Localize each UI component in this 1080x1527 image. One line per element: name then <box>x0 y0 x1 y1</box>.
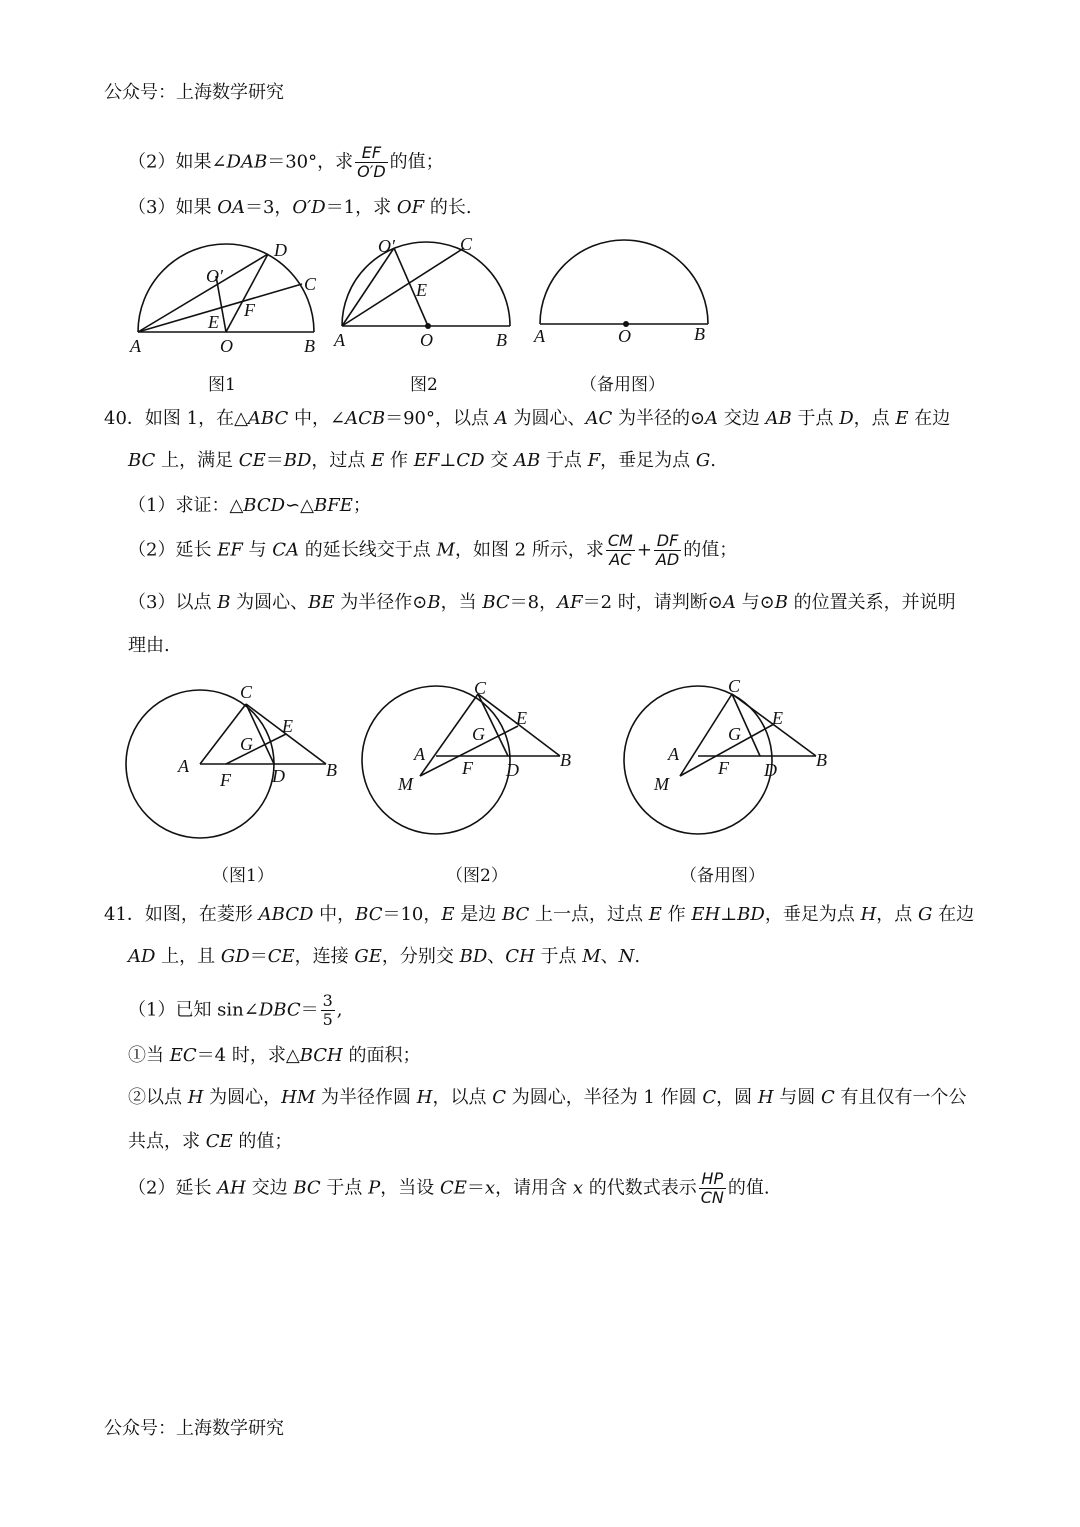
fraction <box>654 532 681 569</box>
numerator: 3 <box>322 991 333 1010</box>
text: 有且仅有一个公 <box>834 1087 967 1108</box>
text: 、 <box>487 946 506 967</box>
q40-fig3-caption: （备用图） <box>680 866 765 886</box>
text: 的代数式表示 <box>582 1177 697 1199</box>
q39-part3 <box>128 196 472 220</box>
label-o-prime: O′ <box>206 266 223 286</box>
label-b: B <box>560 750 571 770</box>
q40-fig1 <box>126 690 326 838</box>
text: x <box>484 1177 496 1199</box>
text: BE <box>308 592 335 613</box>
q39-fig3-caption: （备用图） <box>580 375 665 395</box>
text: 的值. <box>727 1177 770 1199</box>
text: B <box>427 592 441 613</box>
text: （1）求证：△ <box>128 495 244 516</box>
text: C <box>492 1087 506 1108</box>
q41-line1 <box>104 903 974 927</box>
q40-fig2 <box>362 686 560 834</box>
line-ao <box>342 248 394 326</box>
q41-part1 <box>128 992 343 1029</box>
text: 为半径作⊙ <box>334 592 428 613</box>
text: O′D <box>292 197 326 218</box>
label-f: F <box>220 770 231 790</box>
text: 交边 <box>245 1177 294 1199</box>
text: 交 <box>484 450 514 471</box>
text: . <box>634 946 641 967</box>
text: 于点 <box>791 408 840 429</box>
numerator: EF <box>355 144 388 163</box>
q39-figures <box>120 232 740 362</box>
text: AB <box>765 408 792 429</box>
text: EH <box>691 904 721 925</box>
label-e: E <box>208 312 219 332</box>
q39-fig2-caption: 图2 <box>410 375 438 395</box>
label-a: A <box>668 744 679 764</box>
text: , <box>336 999 343 1021</box>
line-ad <box>138 254 268 332</box>
label-e: E <box>282 716 293 736</box>
text: AB <box>513 450 541 471</box>
text: ACB <box>345 408 386 429</box>
text: ，请用含 <box>495 1177 573 1199</box>
text: + <box>636 539 652 561</box>
text: 的值； <box>232 1131 293 1152</box>
text: ＝3， <box>244 197 293 218</box>
text: A <box>494 408 508 429</box>
label-a: A <box>178 756 189 776</box>
text: 与圆 <box>773 1087 821 1108</box>
text: ＝30°，求 <box>267 151 354 173</box>
text: 作 <box>384 450 414 471</box>
text: ，圆 <box>716 1087 758 1108</box>
label-b: B <box>304 336 315 356</box>
text: 的位置关系，并说明 <box>787 592 956 613</box>
text: BFE <box>314 495 353 516</box>
q40-line2 <box>128 449 716 473</box>
text: BD <box>459 946 488 967</box>
denominator: AD <box>655 550 680 569</box>
label-e: E <box>516 708 527 728</box>
text: （2）延长 <box>128 539 218 561</box>
text: CD <box>456 450 485 471</box>
text: F <box>587 450 601 471</box>
text: 上一点，过点 <box>529 904 649 925</box>
label-g: G <box>472 724 485 744</box>
q39-part2 <box>128 144 444 181</box>
label-d: D <box>764 760 777 780</box>
label-f: F <box>244 300 255 320</box>
label-c: C <box>460 234 473 254</box>
text: ，垂足为点 <box>764 904 861 925</box>
text: H <box>416 1087 433 1108</box>
label-c: C <box>240 682 253 702</box>
text: AD <box>128 946 156 967</box>
text: BC <box>128 450 156 471</box>
text: ＝ <box>265 450 284 471</box>
q40-line1 <box>104 407 950 431</box>
text: 41．如图，在菱形 <box>104 904 259 925</box>
text: ＝4 时，求△ <box>196 1045 300 1066</box>
text: 与 <box>242 539 273 561</box>
text: （1）已知 sin∠ <box>128 999 259 1021</box>
text: 上，且 <box>155 946 221 967</box>
text: G <box>695 450 711 471</box>
text: ，分别交 <box>381 946 460 967</box>
text: A <box>722 592 736 613</box>
text: 于点 <box>534 946 583 967</box>
q40-fig2-caption: （图2） <box>446 866 508 886</box>
text: AC <box>585 408 613 429</box>
text: GD <box>220 946 250 967</box>
line-ac <box>342 248 464 326</box>
text: ＝1，求 <box>325 197 397 218</box>
text: ⊥ <box>439 450 457 471</box>
semicircle <box>540 240 708 324</box>
label-a: A <box>130 336 141 356</box>
text: ，当 <box>440 592 483 613</box>
text: 为圆心、 <box>507 408 586 429</box>
text: BC <box>293 1177 321 1199</box>
text: 与⊙ <box>735 592 775 613</box>
text: E <box>895 408 909 429</box>
circle-a <box>362 686 510 834</box>
label-a: A <box>534 326 545 346</box>
label-a: A <box>334 330 345 350</box>
text: ∽△ <box>285 495 314 516</box>
text: ABCD <box>258 904 314 925</box>
text: EC <box>169 1045 197 1066</box>
q40-part2 <box>128 532 737 569</box>
text: E <box>648 904 662 925</box>
text: ，过点 <box>311 450 372 471</box>
text: 为圆心， <box>203 1087 282 1108</box>
label-o: O <box>618 326 631 346</box>
label-m: M <box>398 774 413 794</box>
text: . <box>710 450 717 471</box>
q41-sub1 <box>128 1044 420 1068</box>
text: ＝ <box>466 1177 485 1199</box>
text: CA <box>272 539 300 561</box>
label-m: M <box>654 774 669 794</box>
text: ； <box>352 495 371 516</box>
q41-sub2 <box>128 1086 967 1110</box>
center-dot <box>425 323 431 329</box>
label-c: C <box>728 676 741 696</box>
label-g: G <box>728 724 741 744</box>
circle-a <box>624 686 772 834</box>
text: 、 <box>600 946 619 967</box>
text: OF <box>396 197 425 218</box>
text: 的面积； <box>342 1045 421 1066</box>
fraction <box>606 532 635 569</box>
text: ＝10， <box>382 904 442 925</box>
text: ＝8， <box>509 592 558 613</box>
text: E <box>441 904 455 925</box>
text: CE <box>238 450 266 471</box>
q40-figures <box>120 676 850 846</box>
label-b: B <box>496 330 507 350</box>
text: H <box>187 1087 204 1108</box>
text: ，连接 <box>294 946 355 967</box>
text: ，以点 <box>432 1087 493 1108</box>
text: 的延长线交于点 <box>299 539 437 561</box>
text: H <box>757 1087 774 1108</box>
text: EF <box>413 450 440 471</box>
fraction <box>321 992 335 1029</box>
text: ＝2 时，请判断⊙ <box>582 592 723 613</box>
text: 的长. <box>424 197 472 218</box>
label-b: B <box>816 750 827 770</box>
text: 在边 <box>908 408 951 429</box>
text: DBC <box>258 999 301 1021</box>
text: C <box>702 1087 717 1108</box>
text: 在边 <box>932 904 975 925</box>
text: M <box>582 946 601 967</box>
text: ABC <box>247 408 289 429</box>
label-g: G <box>240 734 253 754</box>
text: ①当 <box>128 1045 170 1066</box>
text: A <box>705 408 719 429</box>
denominator: AC <box>609 550 632 569</box>
text: BD <box>283 450 312 471</box>
text: P <box>368 1177 381 1199</box>
text: BC <box>355 904 383 925</box>
text: 于点 <box>320 1177 369 1199</box>
text: G <box>918 904 933 925</box>
label-b: B <box>326 760 337 780</box>
text: BCD <box>243 495 286 516</box>
text: B <box>217 592 231 613</box>
label-a: A <box>414 744 425 764</box>
line-ac <box>138 284 302 332</box>
text: ②以点 <box>128 1087 188 1108</box>
text: H <box>860 904 877 925</box>
text: （3）如果 <box>128 197 218 218</box>
text: ⊥ <box>720 904 738 925</box>
denominator: CN <box>700 1188 724 1207</box>
text: 为半径作圆 <box>315 1087 417 1108</box>
text: GE <box>354 946 382 967</box>
text: CE <box>205 1131 233 1152</box>
text: 共点，求 <box>128 1131 206 1152</box>
q40-part1 <box>128 494 371 518</box>
numerator: HP <box>699 1170 726 1189</box>
text: OA <box>217 197 245 218</box>
text: 于点 <box>540 450 588 471</box>
label-o: O <box>220 336 233 356</box>
text: BC <box>501 904 530 925</box>
label-d: D <box>272 766 285 786</box>
text: AH <box>217 1177 246 1199</box>
label-e: E <box>772 708 783 728</box>
text: B <box>774 592 788 613</box>
text: ，垂足为点 <box>600 450 696 471</box>
q39-fig1 <box>138 244 314 332</box>
q40-part3-line2: 理由. <box>128 635 170 656</box>
text: ，当设 <box>380 1177 440 1199</box>
text: 为圆心，半径为 1 作圆 <box>505 1087 703 1108</box>
text: 上，满足 <box>155 450 239 471</box>
fraction <box>355 144 388 181</box>
text: BCH <box>299 1045 343 1066</box>
line-ef <box>226 734 286 764</box>
denominator: 5 <box>322 1010 333 1029</box>
label-b: B <box>694 324 705 344</box>
text: （2）如果∠ <box>128 151 227 173</box>
numerator: CM <box>607 531 633 550</box>
text: （2）延长 <box>128 1177 218 1199</box>
text: ＝ <box>300 999 319 1021</box>
text: M <box>436 539 455 561</box>
text: 40．如图 1，在△ <box>104 408 248 429</box>
label-d: D <box>506 760 519 780</box>
denominator: O′D <box>357 162 386 181</box>
label-f: F <box>718 758 729 778</box>
footer-source: 公众号：上海数学研究 <box>104 1418 284 1439</box>
label-f: F <box>462 758 473 778</box>
text: 的值； <box>389 151 444 173</box>
text: BC <box>482 592 510 613</box>
text: HM <box>281 1087 316 1108</box>
text: D <box>839 408 854 429</box>
text: CE <box>440 1177 467 1199</box>
text: E <box>371 450 385 471</box>
label-e: E <box>416 280 427 300</box>
text: 是边 <box>454 904 502 925</box>
label-c: C <box>304 274 317 294</box>
numerator: DF <box>654 532 681 551</box>
label-d: D <box>274 240 287 260</box>
text: C <box>821 1087 835 1108</box>
label-o: O <box>420 330 433 350</box>
q41-line2 <box>128 945 640 969</box>
q40-fig1-caption: （图1） <box>212 866 274 886</box>
text: CE <box>267 946 295 967</box>
fraction <box>699 1170 726 1207</box>
label-c: C <box>474 678 487 698</box>
text: EF <box>217 539 243 561</box>
text: ＝90°，以点 <box>385 408 495 429</box>
text: （3）以点 <box>128 592 218 613</box>
text: 作 <box>661 904 692 925</box>
text: 交边 <box>718 408 766 429</box>
label-o-prime: O′ <box>378 236 395 256</box>
q41-part2 <box>128 1170 770 1207</box>
text: 为圆心、 <box>230 592 309 613</box>
text: 为半径的⊙ <box>612 408 706 429</box>
text: ＝ <box>249 946 268 967</box>
text: 中，∠ <box>288 408 346 429</box>
text: ，点 <box>853 408 896 429</box>
q39-fig3 <box>540 240 708 324</box>
text: BD <box>737 904 765 925</box>
text: 的值； <box>683 539 738 561</box>
text: 中， <box>313 904 356 925</box>
text: AF <box>557 592 583 613</box>
text: CH <box>505 946 535 967</box>
text: DAB <box>226 151 268 173</box>
text: ，如图 2 所示，求 <box>454 539 604 561</box>
text: x <box>572 1177 583 1199</box>
q40-part3 <box>128 591 956 615</box>
q39-fig1-caption: 图1 <box>208 375 236 395</box>
text: N <box>618 946 635 967</box>
header-source: 公众号：上海数学研究 <box>104 82 284 103</box>
text: ，点 <box>876 904 918 925</box>
q41-sub2-line2 <box>128 1130 292 1154</box>
